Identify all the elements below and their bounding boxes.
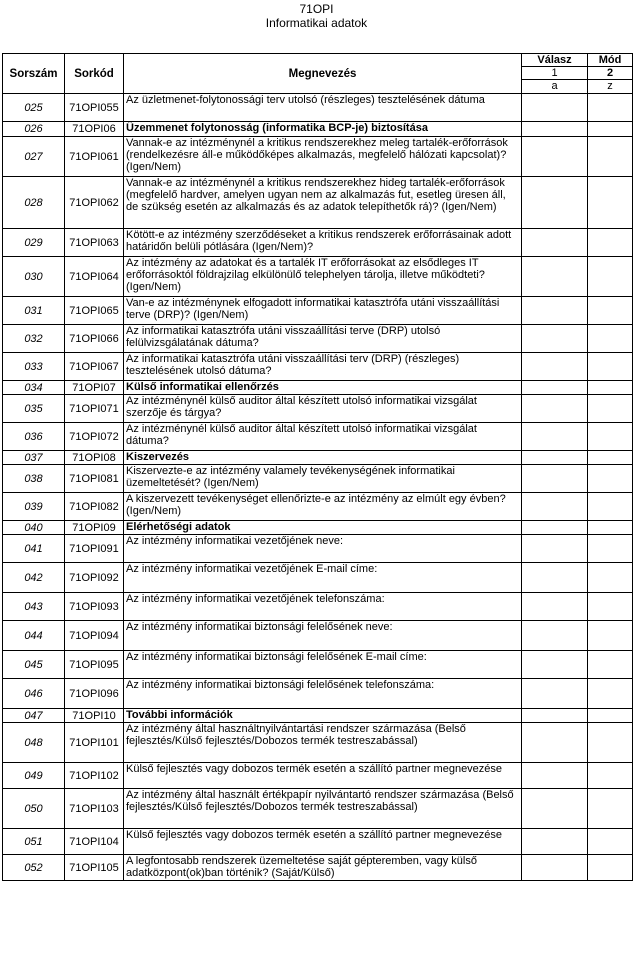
row-sorszam: 050 [3, 789, 65, 829]
table-row [3, 493, 633, 521]
row-sorszam: 025 [3, 94, 65, 122]
row-sorszam: 034 [3, 381, 65, 395]
row-megnevezes: Kiszervezés [124, 451, 522, 465]
row-mod-cell[interactable] [588, 465, 633, 493]
row-sorkod: 71OPI101 [65, 723, 124, 763]
row-mod-cell[interactable] [588, 855, 633, 881]
table-row [3, 535, 633, 563]
row-sorszam: 035 [3, 395, 65, 423]
row-sorszam: 049 [3, 763, 65, 789]
row-valasz-cell[interactable] [522, 297, 588, 325]
table-row [3, 621, 633, 651]
row-sorszam: 038 [3, 465, 65, 493]
row-sorszam: 045 [3, 651, 65, 679]
row-megnevezes: Az intézménynél külső auditor által készített utolsó informatikai vizsgálat dátuma? [124, 423, 522, 451]
row-mod-cell[interactable] [588, 297, 633, 325]
row-sorkod: 71OPI091 [65, 535, 124, 563]
row-valasz-cell[interactable] [522, 789, 588, 829]
row-mod-cell[interactable] [588, 177, 633, 229]
table-row [3, 521, 633, 535]
row-sorkod: 71OPI066 [65, 325, 124, 353]
row-mod-cell[interactable] [588, 229, 633, 257]
row-valasz-cell[interactable] [522, 381, 588, 395]
row-sorszam: 026 [3, 122, 65, 137]
row-mod-cell[interactable] [588, 94, 633, 122]
table-row [3, 381, 633, 395]
header-sorszam: Sorszám [3, 54, 65, 94]
row-valasz-cell[interactable] [522, 122, 588, 137]
row-mod-cell[interactable] [588, 723, 633, 763]
row-sorszam: 047 [3, 709, 65, 723]
row-valasz-cell[interactable] [522, 353, 588, 381]
row-mod-cell[interactable] [588, 651, 633, 679]
row-sorszam: 030 [3, 257, 65, 297]
row-sorszam: 028 [3, 177, 65, 229]
row-mod-cell[interactable] [588, 381, 633, 395]
row-valasz-cell[interactable] [522, 94, 588, 122]
table-row [3, 829, 633, 855]
row-valasz-cell[interactable] [522, 593, 588, 621]
row-sorszam: 031 [3, 297, 65, 325]
table-row [3, 423, 633, 451]
row-sorszam: 044 [3, 621, 65, 651]
row-sorkod: 71OPI061 [65, 137, 124, 177]
row-mod-cell[interactable] [588, 621, 633, 651]
row-megnevezes: Kiszervezte-e az intézmény valamely tevékenységének informatikai üzemeltetését? (Igen/Nem) [124, 465, 522, 493]
row-valasz-cell[interactable] [522, 535, 588, 563]
row-valasz-cell[interactable] [522, 709, 588, 723]
row-sorkod: 71OPI103 [65, 789, 124, 829]
table-row [3, 451, 633, 465]
row-sorszam: 048 [3, 723, 65, 763]
form-title: Informatikai adatok [265, 16, 368, 30]
row-megnevezes: Elérhetőségi adatok [124, 521, 522, 535]
row-valasz-cell[interactable] [522, 423, 588, 451]
row-valasz-cell[interactable] [522, 493, 588, 521]
row-valasz-cell[interactable] [522, 855, 588, 881]
row-valasz-cell[interactable] [522, 257, 588, 297]
row-megnevezes: Az intézmény informatikai biztonsági felelősének neve: [124, 621, 522, 651]
row-mod-cell[interactable] [588, 593, 633, 621]
table-body [3, 54, 633, 881]
row-sorkod: 71OPI067 [65, 353, 124, 381]
row-megnevezes: Az intézmény informatikai vezetőjének E-mail címe: [124, 563, 522, 593]
row-megnevezes: Az intézmény informatikai biztonsági felelősének telefonszáma: [124, 679, 522, 709]
row-sorszam: 042 [3, 563, 65, 593]
table-row [3, 395, 633, 423]
table-row [3, 679, 633, 709]
header-row [3, 54, 633, 67]
row-megnevezes: Üzemmenet folytonosság (informatika BCP-je) biztosítása [124, 122, 522, 137]
row-megnevezes: Az intézmény által használt értékpapír nyilvántartó rendszer származása (Belső fejlesztés/Külső fejlesztés/Dobozos termék testreszabással) [124, 789, 522, 829]
row-megnevezes: Vannak-e az intézménynél a kritikus rendszerekhez hideg tartalék-erőforrások (megfelelő hardver, amelyen ugyan nem az alkalmazás fut, esetleg üresen áll, de szükség esetén az alkalmazás és az adatok telepíthetők rá)? (Igen/Nem) [124, 177, 522, 229]
row-mod-cell[interactable] [588, 829, 633, 855]
row-megnevezes: A legfontosabb rendszerek üzemeltetése saját gépteremben, vagy külső adatközpont(ok)ban történik? (Saját/Külső) [124, 855, 522, 881]
row-mod-cell[interactable] [588, 423, 633, 451]
row-sorkod: 71OPI096 [65, 679, 124, 709]
row-mod-cell[interactable] [588, 395, 633, 423]
row-valasz-cell[interactable] [522, 229, 588, 257]
row-megnevezes: Vannak-e az intézménynél a kritikus rendszerekhez meleg tartalék-erőforrások (rendelkezésre áll-e működőképes alkalmazás, megfelelő hálózati kapcsolat)? (Igen/Nem) [124, 137, 522, 177]
row-sorszam: 033 [3, 353, 65, 381]
row-sorszam: 046 [3, 679, 65, 709]
row-sorkod: 71OPI092 [65, 563, 124, 593]
row-mod-cell[interactable] [588, 709, 633, 723]
row-megnevezes: A kiszervezett tevékenységet ellenőrizte-e az intézmény az elmúlt egy évben? (Igen/Nem) [124, 493, 522, 521]
row-megnevezes: Az intézmény az adatokat és a tartalék IT erőforrásokat az elsődleges IT erőforrásoktól földrajzilag elkülönülő telephelyen tárolja, illetve működteti? (Igen/Nem) [124, 257, 522, 297]
row-megnevezes: Az üzletmenet-folytonossági terv utolsó (részleges) tesztelésének dátuma [124, 94, 522, 122]
row-sorkod: 71OPI102 [65, 763, 124, 789]
row-valasz-cell[interactable] [522, 395, 588, 423]
row-valasz-cell[interactable] [522, 679, 588, 709]
row-mod-cell[interactable] [588, 451, 633, 465]
row-megnevezes: Külső fejlesztés vagy dobozos termék esetén a szállító partner megnevezése [124, 763, 522, 789]
row-megnevezes: Az intézmény informatikai biztonsági felelősének E-mail címe: [124, 651, 522, 679]
row-megnevezes: Az intézmény informatikai vezetőjének neve: [124, 535, 522, 563]
row-mod-cell[interactable] [588, 353, 633, 381]
data-table [2, 53, 633, 881]
row-sorkod: 71OPI094 [65, 621, 124, 651]
table-row [3, 723, 633, 763]
row-valasz-cell[interactable] [522, 763, 588, 789]
row-sorkod: 71OPI093 [65, 593, 124, 621]
row-sorszam: 041 [3, 535, 65, 563]
row-sorszam: 039 [3, 493, 65, 521]
row-megnevezes: Kötött-e az intézmény szerződéseket a kritikus rendszerek erőforrásainak adott határidőn belüli pótlására (Igen/Nem)? [124, 229, 522, 257]
header-mod-number: 2 [588, 67, 633, 80]
row-sorkod: 71OPI064 [65, 257, 124, 297]
header-valasz-letter: a [522, 80, 588, 94]
row-sorkod: 71OPI08 [65, 451, 124, 465]
row-valasz-cell[interactable] [522, 465, 588, 493]
row-sorszam: 040 [3, 521, 65, 535]
row-mod-cell[interactable] [588, 535, 633, 563]
row-valasz-cell[interactable] [522, 563, 588, 593]
row-sorszam: 051 [3, 829, 65, 855]
table-row [3, 563, 633, 593]
table-row [3, 229, 633, 257]
row-sorkod: 71OPI06 [65, 122, 124, 137]
header-mod-letter: z [588, 80, 633, 94]
row-sorszam: 027 [3, 137, 65, 177]
row-megnevezes: Az informatikai katasztrófa utáni visszaállítási terv (DRP) (részleges) tesztelésének utolsó dátuma? [124, 353, 522, 381]
row-mod-cell[interactable] [588, 763, 633, 789]
row-valasz-cell[interactable] [522, 325, 588, 353]
table-row [3, 257, 633, 297]
row-sorkod: 71OPI081 [65, 465, 124, 493]
table-row [3, 789, 633, 829]
row-sorkod: 71OPI095 [65, 651, 124, 679]
table-row [3, 651, 633, 679]
header-valasz-number: 1 [522, 67, 588, 80]
row-sorkod: 71OPI082 [65, 493, 124, 521]
row-megnevezes: Az intézménynél külső auditor által készített utolsó informatikai vizsgálat szerzője és tárgya? [124, 395, 522, 423]
row-megnevezes: Az intézmény informatikai vezetőjének telefonszáma: [124, 593, 522, 621]
row-valasz-cell[interactable] [522, 177, 588, 229]
row-sorkod: 71OPI055 [65, 94, 124, 122]
row-sorszam: 052 [3, 855, 65, 881]
row-mod-cell[interactable] [588, 679, 633, 709]
table-row [3, 709, 633, 723]
header-mod: Mód [588, 54, 633, 67]
row-valasz-cell[interactable] [522, 137, 588, 177]
table-row [3, 94, 633, 122]
row-valasz-cell[interactable] [522, 451, 588, 465]
table-row [3, 325, 633, 353]
row-valasz-cell[interactable] [522, 521, 588, 535]
row-mod-cell[interactable] [588, 325, 633, 353]
row-sorkod: 71OPI10 [65, 709, 124, 723]
row-mod-cell[interactable] [588, 122, 633, 137]
row-valasz-cell[interactable] [522, 829, 588, 855]
row-megnevezes: Az intézmény által használtnyilvántartási rendszer származása (Belső fejlesztés/Külső fejlesztés/Dobozos termék testreszabással) [124, 723, 522, 763]
row-mod-cell[interactable] [588, 257, 633, 297]
row-sorkod: 71OPI104 [65, 829, 124, 855]
row-sorkod: 71OPI063 [65, 229, 124, 257]
table-row [3, 177, 633, 229]
table-row [3, 137, 633, 177]
table-row [3, 763, 633, 789]
table-row [3, 593, 633, 621]
row-sorszam: 037 [3, 451, 65, 465]
row-sorszam: 029 [3, 229, 65, 257]
row-valasz-cell[interactable] [522, 723, 588, 763]
row-sorkod: 71OPI105 [65, 855, 124, 881]
row-megnevezes: További információk [124, 709, 522, 723]
row-sorkod: 71OPI062 [65, 177, 124, 229]
header-megnevezes: Megnevezés [124, 54, 522, 94]
header-sorkod: Sorkód [65, 54, 124, 94]
table-row [3, 855, 633, 881]
row-sorszam: 043 [3, 593, 65, 621]
table-row [3, 297, 633, 325]
form-code: 71OPI [299, 2, 334, 16]
table-row [3, 465, 633, 493]
table-row [3, 353, 633, 381]
header-valasz: Válasz [522, 54, 588, 67]
row-mod-cell[interactable] [588, 789, 633, 829]
row-sorszam: 032 [3, 325, 65, 353]
table-row [3, 122, 633, 137]
row-megnevezes: Az informatikai katasztrófa utáni visszaállítási terve (DRP) utolsó felülvizsgálatának dátuma? [124, 325, 522, 353]
row-megnevezes: Külső informatikai ellenőrzés [124, 381, 522, 395]
row-sorkod: 71OPI065 [65, 297, 124, 325]
row-valasz-cell[interactable] [522, 621, 588, 651]
row-megnevezes: Külső fejlesztés vagy dobozos termék esetén a szállító partner megnevezése [124, 829, 522, 855]
row-mod-cell[interactable] [588, 521, 633, 535]
row-megnevezes: Van-e az intézménynek elfogadott informatikai katasztrófa utáni visszaállítási terve (DRP)? (Igen/Nem) [124, 297, 522, 325]
row-sorkod: 71OPI07 [65, 381, 124, 395]
row-mod-cell[interactable] [588, 137, 633, 177]
row-sorkod: 71OPI071 [65, 395, 124, 423]
row-sorkod: 71OPI09 [65, 521, 124, 535]
row-valasz-cell[interactable] [522, 651, 588, 679]
row-sorkod: 71OPI072 [65, 423, 124, 451]
row-sorszam: 036 [3, 423, 65, 451]
row-mod-cell[interactable] [588, 563, 633, 593]
row-mod-cell[interactable] [588, 493, 633, 521]
